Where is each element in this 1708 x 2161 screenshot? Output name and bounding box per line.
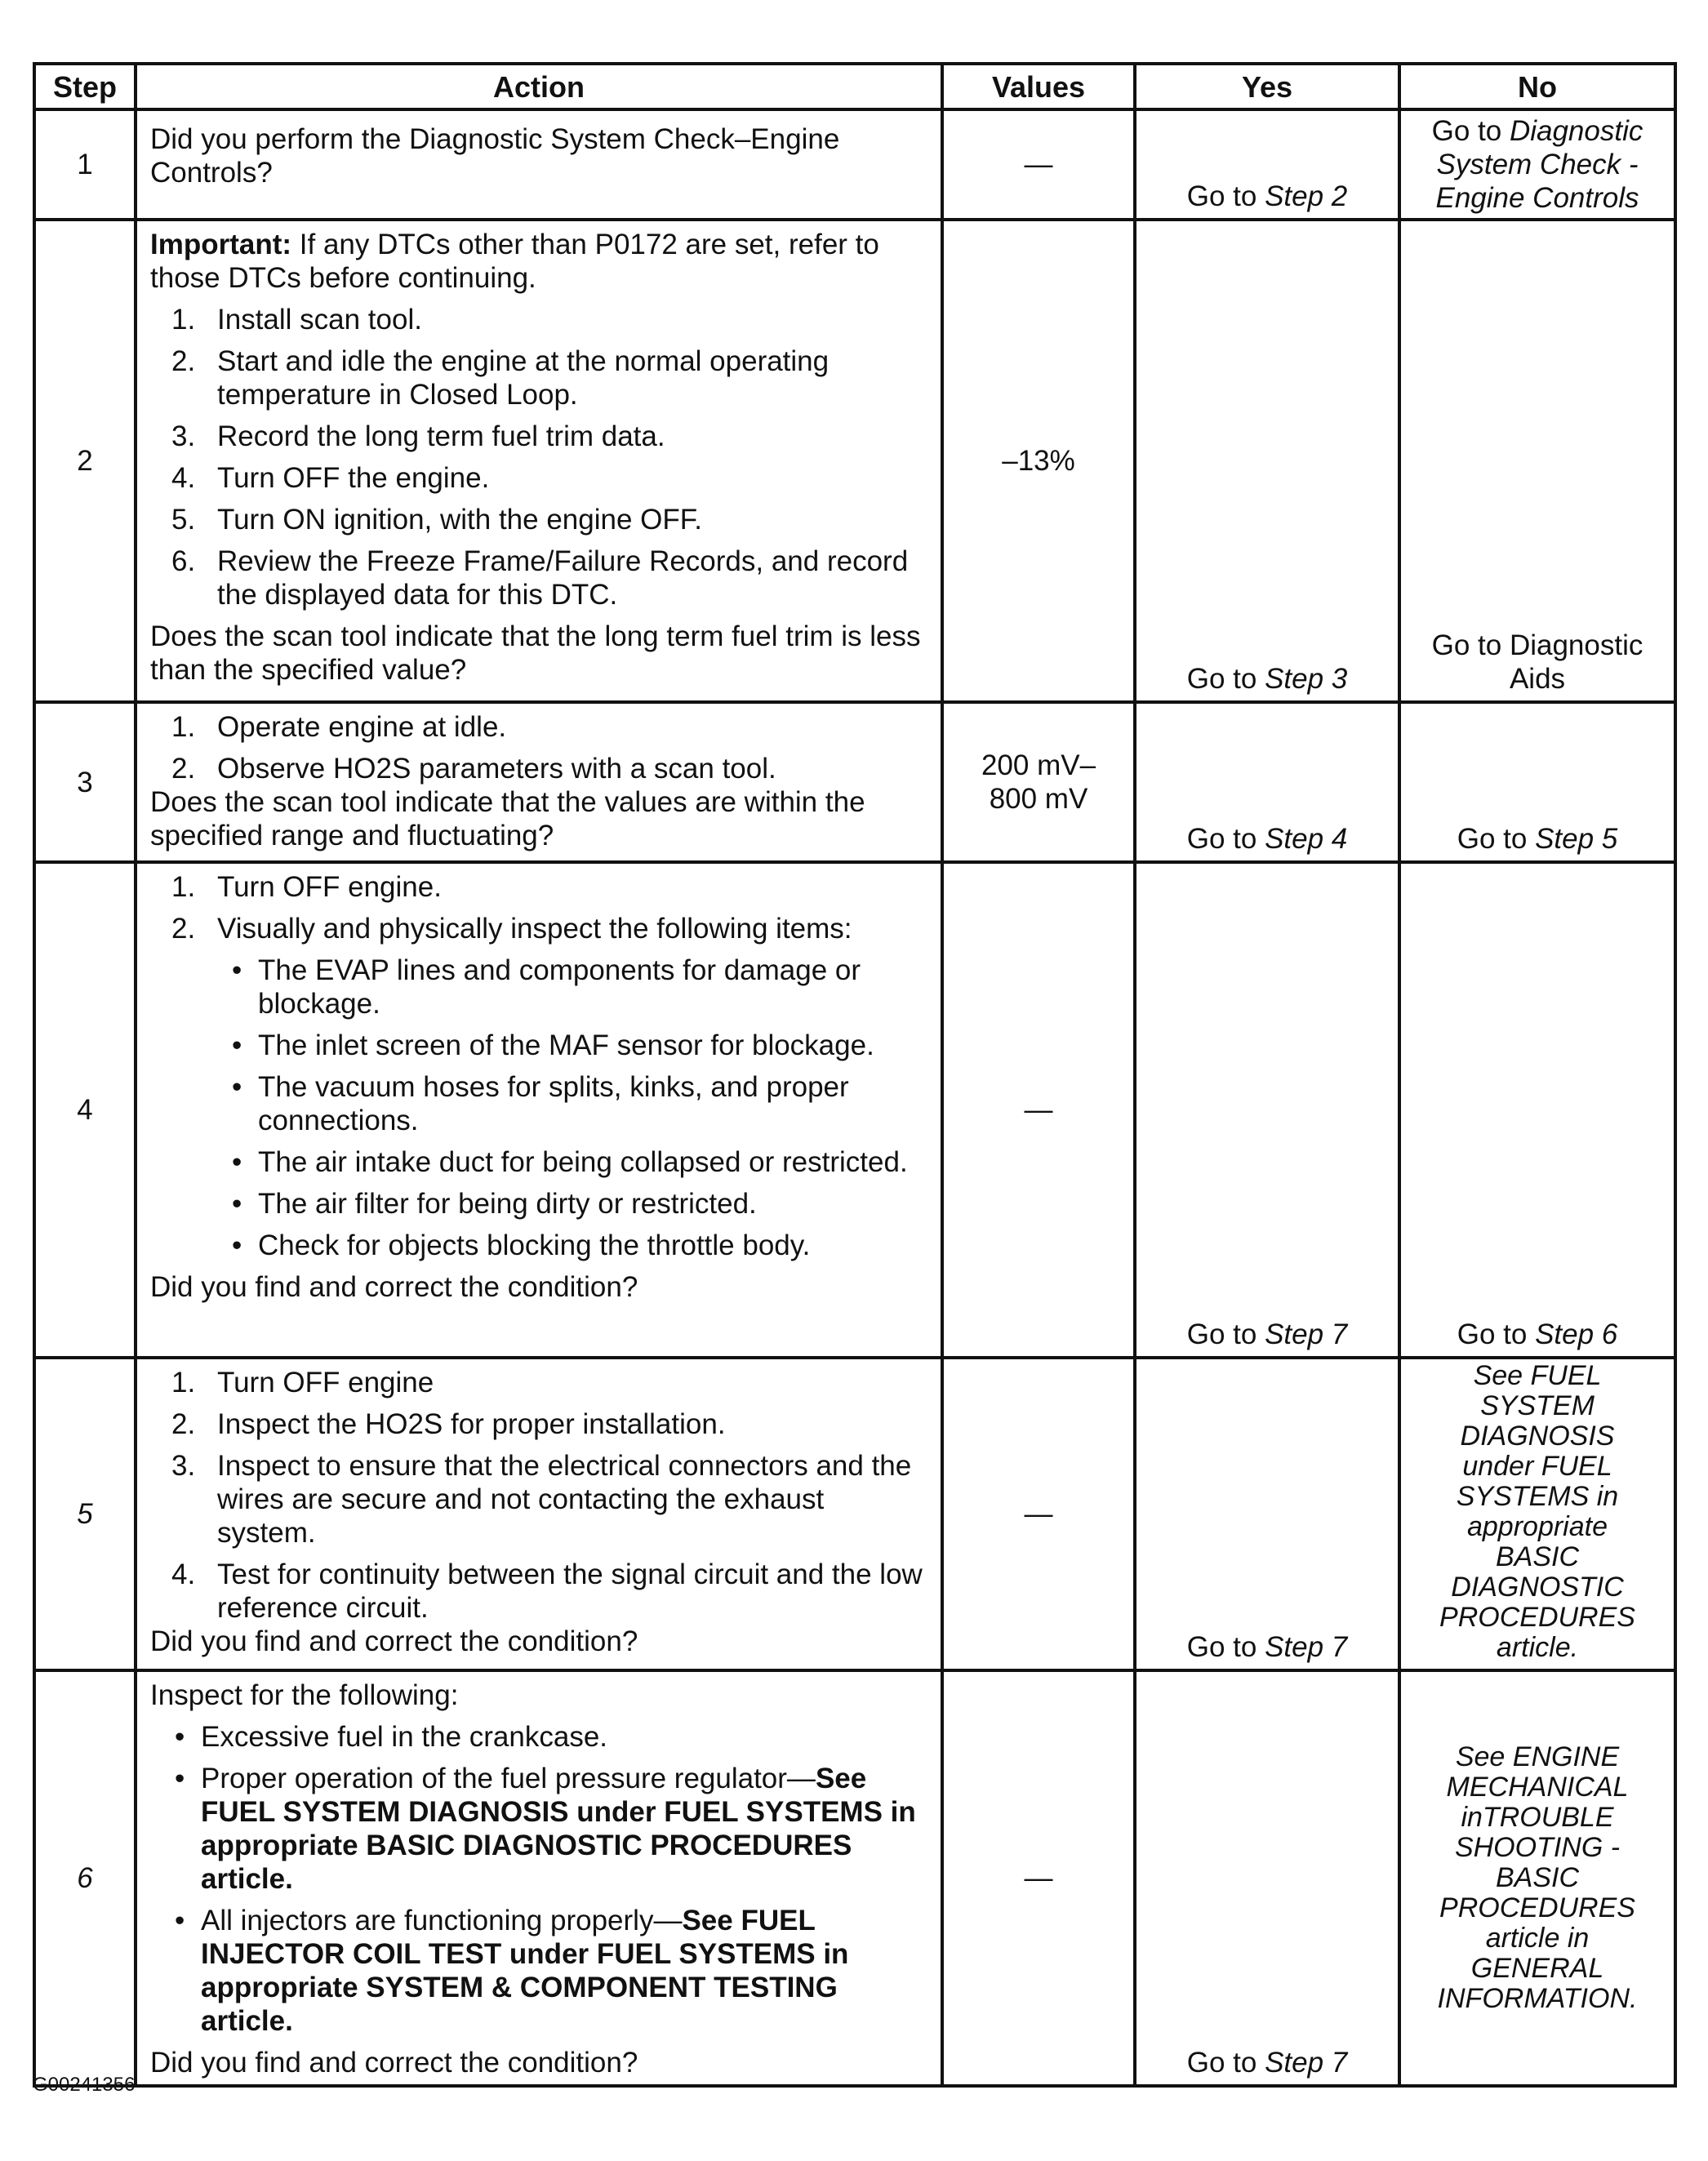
table-row (34, 862, 1675, 1358)
action-question: Did you find and correct the condition? (150, 2047, 638, 2079)
list-item: 2. Start and idle the engine at the normal operating temperature in Closed Loop. (171, 345, 830, 411)
step-number: 6 (34, 1670, 136, 2086)
list-item: 3. Record the long term fuel trim data. (171, 420, 665, 452)
yes-cell (1135, 702, 1399, 862)
header-no: No (1399, 64, 1675, 109)
bullet-item: • The air filter for being dirty or restricted. (232, 1188, 757, 1220)
no-cell (1399, 1670, 1675, 2086)
no-prefix: Go to (1457, 1318, 1536, 1350)
value-cell: 200 mV– 800 mV (942, 702, 1135, 862)
yes-cell (1135, 1670, 1399, 2086)
yes-cell (1135, 220, 1399, 702)
value-cell: — (942, 862, 1135, 1358)
bullet-item: • Excessive fuel in the crankcase. (175, 1721, 608, 1753)
action-question: Did you find and correct the condition? (150, 1625, 638, 1657)
no-cell (1399, 220, 1675, 702)
list-item: 1. Turn OFF engine (171, 1367, 434, 1398)
diagnostic-table (33, 62, 1677, 2088)
header-yes: Yes (1135, 64, 1399, 109)
table-row (34, 702, 1675, 862)
no-ref: Diagnostic System Check - Engine Controls (1435, 115, 1644, 214)
yes-prefix: Go to (1186, 180, 1265, 212)
figure-id: G00241356 (33, 2074, 136, 2096)
no-prefix: Go to (1431, 115, 1510, 147)
step-number: 4 (34, 862, 136, 1358)
list-item: 1. Turn OFF engine. (171, 871, 442, 903)
no-reference-note: See FUEL SYSTEM DIAGNOSIS under FUEL SYSTEMS in appropriate BASIC DIAGNOSTIC PROCEDURES article. (1439, 1360, 1635, 1663)
no-cell (1399, 109, 1675, 220)
step-number: 1 (34, 109, 136, 220)
important-note (150, 228, 929, 295)
value-cell: — (942, 1358, 1135, 1670)
yes-prefix: Go to (1186, 1631, 1265, 1663)
list-item: 2. Visually and physically inspect the following items: (171, 913, 852, 945)
yes-cell (1135, 862, 1399, 1358)
list-item: 2. Observe HO2S parameters with a scan tool. (171, 753, 776, 785)
action-cell (136, 109, 942, 220)
bullet-item: • The inlet screen of the MAF sensor for blockage. (232, 1029, 874, 1061)
bullet-item: • Proper operation of the fuel pressure regulator—See FUEL SYSTEM DIAGNOSIS under FUEL SYSTEMS in appropriate BASIC DIAGNOSTIC PROCEDURES article. (175, 1763, 916, 1895)
yes-prefix: Go to (1186, 823, 1265, 855)
action-question: Did you find and correct the condition? (150, 1271, 638, 1303)
value-cell: –13% (942, 220, 1135, 702)
step-number: 3 (34, 702, 136, 862)
header-values: Values (942, 64, 1135, 109)
bullet-item: • Check for objects blocking the throttle body. (232, 1229, 811, 1261)
step-number: 5 (34, 1358, 136, 1670)
step-number: 2 (34, 220, 136, 702)
list-item: 4. Test for continuity between the signal circuit and the low reference circuit. (171, 1558, 923, 1624)
no-cell (1399, 1358, 1675, 1670)
important-text: If any DTCs other than P0172 are set, refer to those DTCs before continuing. (150, 229, 879, 294)
yes-step-ref: Step 7 (1265, 2047, 1348, 2079)
no-reference-note: See ENGINE MECHANICAL inTROUBLE SHOOTING - BASIC PROCEDURES article in GENERAL INFORMATION. (1437, 1741, 1638, 2014)
no-step-ref: Step 5 (1535, 823, 1618, 855)
header-action: Action (136, 64, 942, 109)
bullet-item: • All injectors are functioning properly—See FUEL INJECTOR COIL TEST under FUEL SYSTEMS in appropriate SYSTEM & COMPONENT TESTING article. (175, 1905, 849, 2037)
header-row (34, 64, 1675, 109)
no-text: Go to Diagnostic Aids (1431, 629, 1644, 695)
header-step: Step (34, 64, 136, 109)
bullet-item: • The air intake duct for being collapsed or restricted. (232, 1146, 908, 1178)
list-item: 5. Turn ON ignition, with the engine OFF. (171, 504, 702, 536)
yes-step-ref: Step 3 (1265, 663, 1348, 695)
action-cell (136, 862, 942, 1358)
action-question: Did you perform the Diagnostic System Check–Engine Controls? (150, 123, 840, 189)
list-item: 6. Review the Freeze Frame/Failure Records, and record the displayed data for this DTC. (171, 545, 909, 611)
no-cell (1399, 862, 1675, 1358)
yes-prefix: Go to (1186, 663, 1265, 695)
action-cell (136, 1670, 942, 2086)
important-label: Important: (150, 229, 292, 260)
table-row (34, 1358, 1675, 1670)
action-question: Does the scan tool indicate that the values are within the specified range and fluctuating? (150, 786, 865, 852)
yes-prefix: Go to (1186, 1318, 1265, 1350)
value-cell: — (942, 109, 1135, 220)
list-item: 4. Turn OFF the engine. (171, 462, 490, 494)
value-cell: — (942, 1670, 1135, 2086)
list-item: 1. Operate engine at idle. (171, 711, 507, 743)
yes-prefix: Go to (1186, 2047, 1265, 2079)
action-cell (136, 702, 942, 862)
no-step-ref: Step 6 (1535, 1318, 1618, 1350)
yes-step-ref: Step 7 (1265, 1631, 1348, 1663)
yes-cell (1135, 109, 1399, 220)
list-item: 1. Install scan tool. (171, 304, 422, 336)
yes-cell (1135, 1358, 1399, 1670)
no-prefix: Go to (1457, 823, 1536, 855)
action-question: Does the scan tool indicate that the long term fuel trim is less than the specified value? (150, 620, 921, 686)
action-cell (136, 220, 942, 702)
table-row (34, 220, 1675, 702)
bullet-item: • The EVAP lines and components for damage or blockage. (232, 954, 861, 1020)
yes-step-ref: Step 2 (1265, 180, 1348, 212)
table-row (34, 109, 1675, 220)
list-item: 2. Inspect the HO2S for proper installation. (171, 1408, 726, 1440)
no-cell (1399, 702, 1675, 862)
yes-step-ref: Step 4 (1265, 823, 1348, 855)
yes-step-ref: Step 7 (1265, 1318, 1348, 1350)
list-item: 3. Inspect to ensure that the electrical connectors and the wires are secure and not contacting the exhaust system. (171, 1450, 912, 1549)
table-row (34, 1670, 1675, 2086)
bullet-item: • The vacuum hoses for splits, kinks, and proper connections. (232, 1071, 849, 1136)
action-intro: Inspect for the following: (150, 1679, 459, 1711)
action-cell (136, 1358, 942, 1670)
